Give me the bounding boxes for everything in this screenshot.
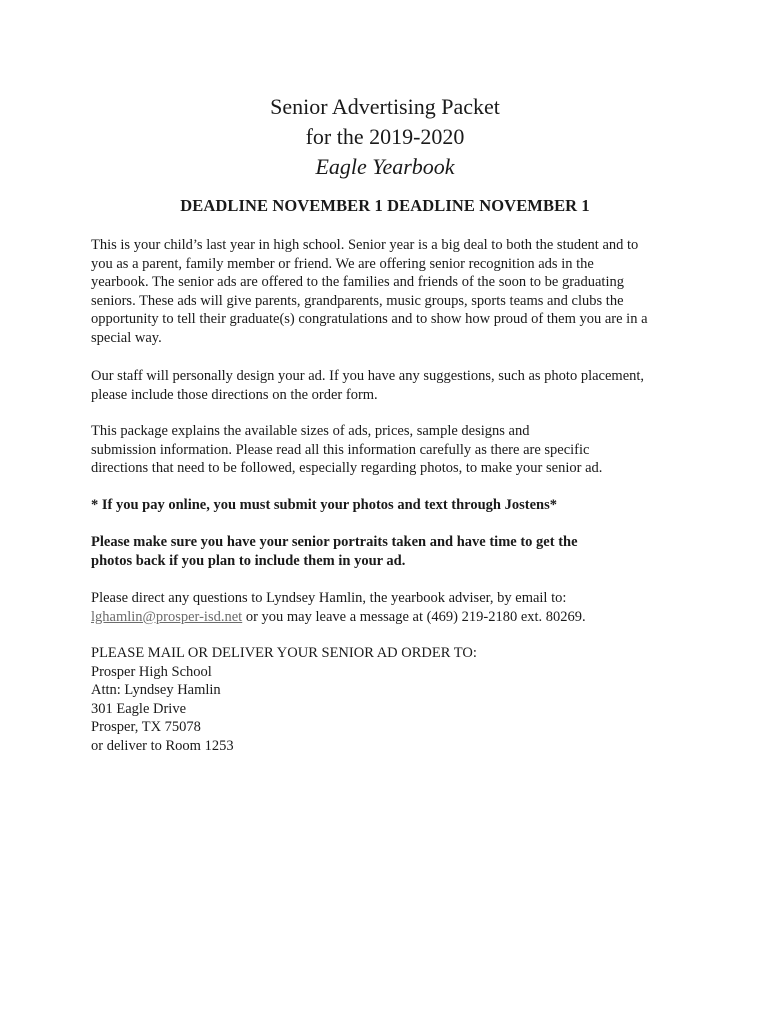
intro-paragraph	[91, 236, 691, 348]
package-paragraph	[91, 422, 691, 478]
paragraph-line: This is your child’s last year in high school. Senior year is a big deal to both the student and to	[91, 237, 639, 253]
address-line: or deliver to Room 1253	[91, 737, 234, 754]
address-line: Prosper, TX 75078	[91, 719, 201, 736]
title-line-1: Senior Advertising Packet	[270, 94, 500, 119]
paragraph-line: opportunity to tell their graduate(s) congratulations and to show how proud of them you are in a	[91, 311, 648, 328]
contact-line-2-rest: or you may leave a message at (469) 219-2180 ext. 80269.	[242, 608, 586, 625]
mailing-heading: PLEASE MAIL OR DELIVER YOUR SENIOR AD ORDER TO:	[91, 645, 477, 661]
contact-paragraph	[91, 589, 691, 626]
paragraph-line: Please make sure you have your senior portraits taken and have time to get the	[91, 534, 578, 550]
paragraph-line: photos back if you plan to include them in your ad.	[91, 552, 406, 569]
email-link[interactable]: lghamlin@prosper-isd.net	[91, 608, 243, 625]
online-note	[91, 496, 691, 515]
paragraph-line: Our staff will personally design your ad. If you have any suggestions, such as photo placement,	[91, 368, 645, 384]
paragraph-line: This package explains the available sizes of ads, prices, sample designs and	[91, 423, 530, 439]
mailing-address-block	[91, 644, 691, 756]
paragraph-line: seniors. These ads will give parents, grandparents, music groups, sports teams and clubs the	[91, 292, 624, 309]
contact-line-2	[91, 608, 691, 627]
paragraph-line: Please direct any questions to Lyndsey Hamlin, the yearbook adviser, by email to:	[91, 590, 567, 606]
title-line-3: Eagle Yearbook	[315, 154, 455, 179]
paragraph-line: submission information. Please read all this information carefully as there are specific	[91, 441, 590, 458]
address-line: 301 Eagle Drive	[91, 700, 187, 717]
paragraph-line: directions that need to be followed, especially regarding photos, to make your senior ad.	[91, 460, 603, 477]
paragraph-line: please include those directions on the order form.	[91, 386, 378, 403]
paragraph-line: you as a parent, family member or friend. We are offering senior recognition ads in the	[91, 255, 594, 272]
paragraph-line: yearbook. The senior ads are offered to the families and friends of the soon to be graduating	[91, 274, 624, 291]
online-note-text: * If you pay online, you must submit your photos and text through Jostens*	[91, 497, 557, 513]
document-title	[0, 92, 770, 182]
address-line: Prosper High School	[91, 663, 212, 680]
deadline-heading: DEADLINE NOVEMBER 1 DEADLINE NOVEMBER 1	[180, 196, 590, 215]
title-line-2: for the 2019-2020	[305, 124, 465, 149]
address-line: Attn: Lyndsey Hamlin	[91, 682, 221, 699]
portraits-note	[91, 533, 691, 570]
paragraph-line: special way.	[91, 329, 162, 346]
design-paragraph	[91, 367, 691, 404]
